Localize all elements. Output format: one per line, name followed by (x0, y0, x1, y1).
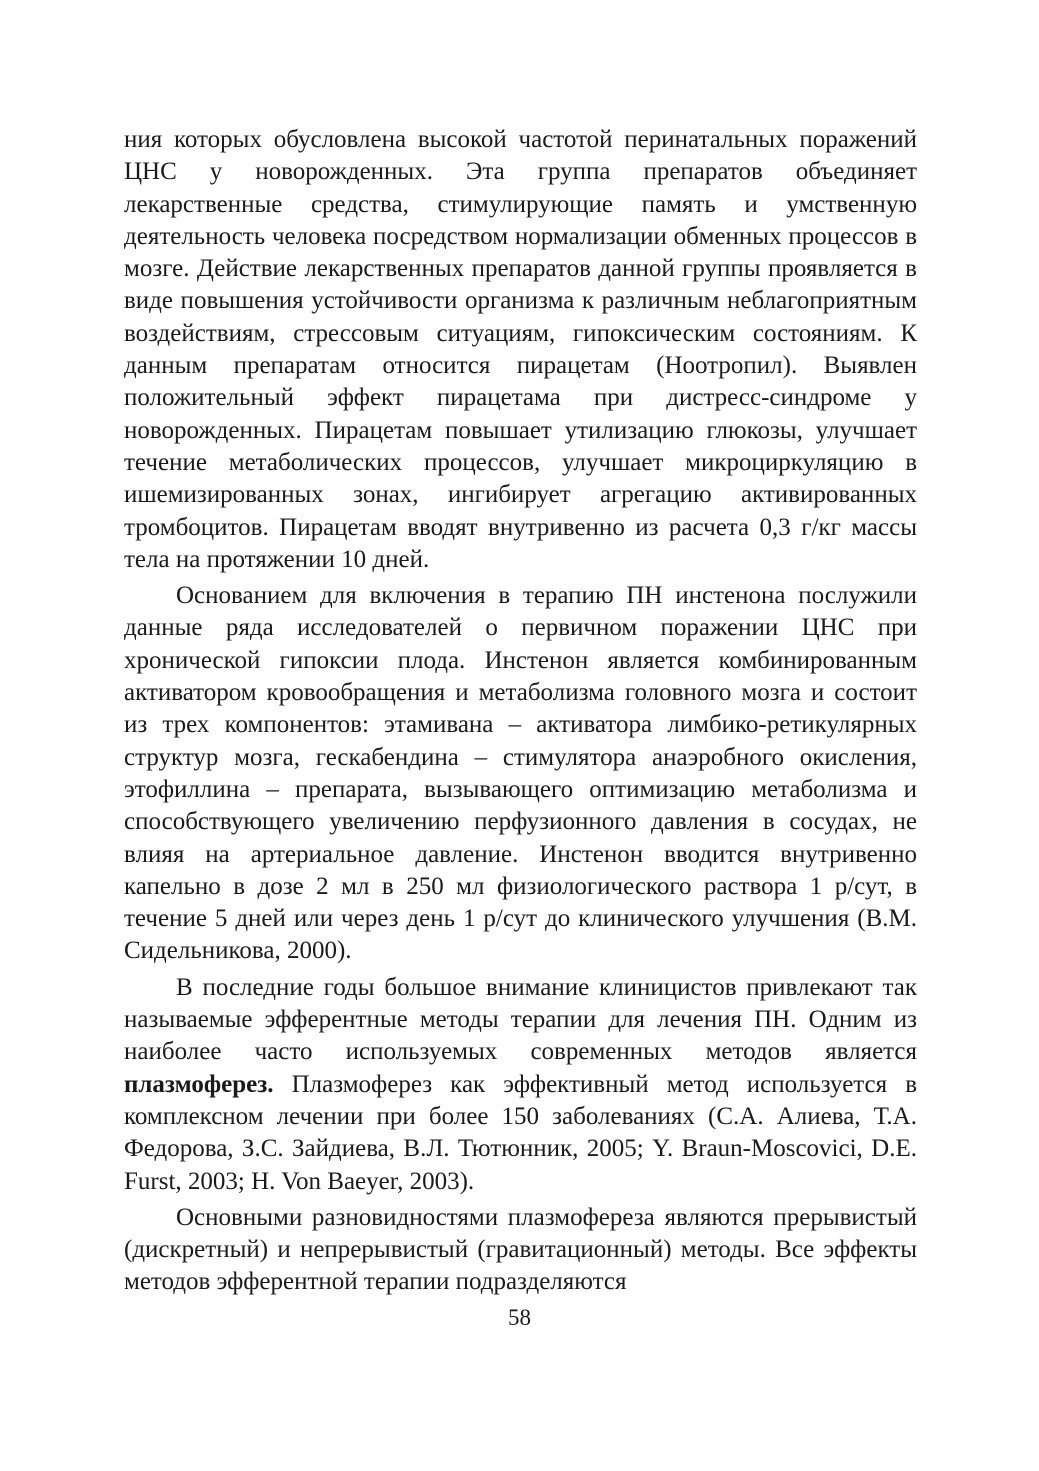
paragraph-3-bold-term: плазмоферез. (124, 1070, 274, 1098)
page-number: 58 (508, 1305, 531, 1330)
paragraph-3 (124, 972, 917, 1198)
paragraph-2: Основанием для включения в терапию ПН инстенона послужили данные ряда исследователей о первичном поражении ЦНС при хронической гипоксии плода. Инстенон является комбинированным активатором кровообращения и метаболизма головного мозга и состоит из трех компонентов: этамивана – активатора лимбико-ретикулярных структур мозга, гескабендина – стимулятора анаэробного окисления, этофиллина – препарата, вызывающего оптимизацию метаболизма и способствующего увеличению перфузионного давления в сосудах, не влияя на артериальное давление. Инстенон вводится внутривенно капельно в дозе 2 мл в 250 мл физиологического раствора 1 р/сут, в течение 5 дней или через день 1 р/сут до клинического улучшения (В.М. Сидельникова, 2000). (124, 582, 917, 965)
paragraph-1: ния которых обусловлена высокой частотой перинатальных поражений ЦНС у новорожденных. Эта группа препаратов объединяет лекарственные средства, стимулирующие память и умственную деятельность человека посредством нормализации обменных процессов в мозге. Действие лекарственных препаратов данной группы проявляется в виде повышения устойчивости организма к различным неблагоприятным воздействиям, стрессовым ситуациям, гипоксическим состояниям. К данным препаратам относится пирацетам (Ноотропил). Выявлен положительный эффект пирацетама при дистресс-синдроме у новорожденных. Пирацетам повышает утилизацию глюкозы, улучшает течение метаболических процессов, улучшает микроциркуляцию в ишемизированных зонах, ингибирует агрегацию активированных тромбоцитов. Пирацетам вводят внутривенно из расчета 0,3 г/кг массы тела на протяжении 10 дней. (124, 126, 917, 573)
body-text (124, 124, 917, 1303)
paragraph-3-text-before: В последние годы большое внимание клиницистов привлекают так называемые эфферентные методы терапии для лечения ПН. Одним из наиболее часто используемых современных методов является (124, 973, 917, 1066)
paragraph-3-text-after: Плазмоферез как эффективный метод используется в комплексном лечении при более 150 заболеваниях (С.А. Алиева, Т.А. Федорова, З.С. Зайдиева, В.Л. Тютюнник, 2005; Y. Braun-Moscovici, D.E. Furst, 2003; H. Von Baeyer, 2003). (124, 1070, 917, 1195)
paragraph-4: Основными разновидностями плазмофереза являются прерывистый (дискретный) и непрерывистый (гравитационный) методы. Все эффекты методов эфферентной терапии подразделяются (124, 1203, 917, 1296)
